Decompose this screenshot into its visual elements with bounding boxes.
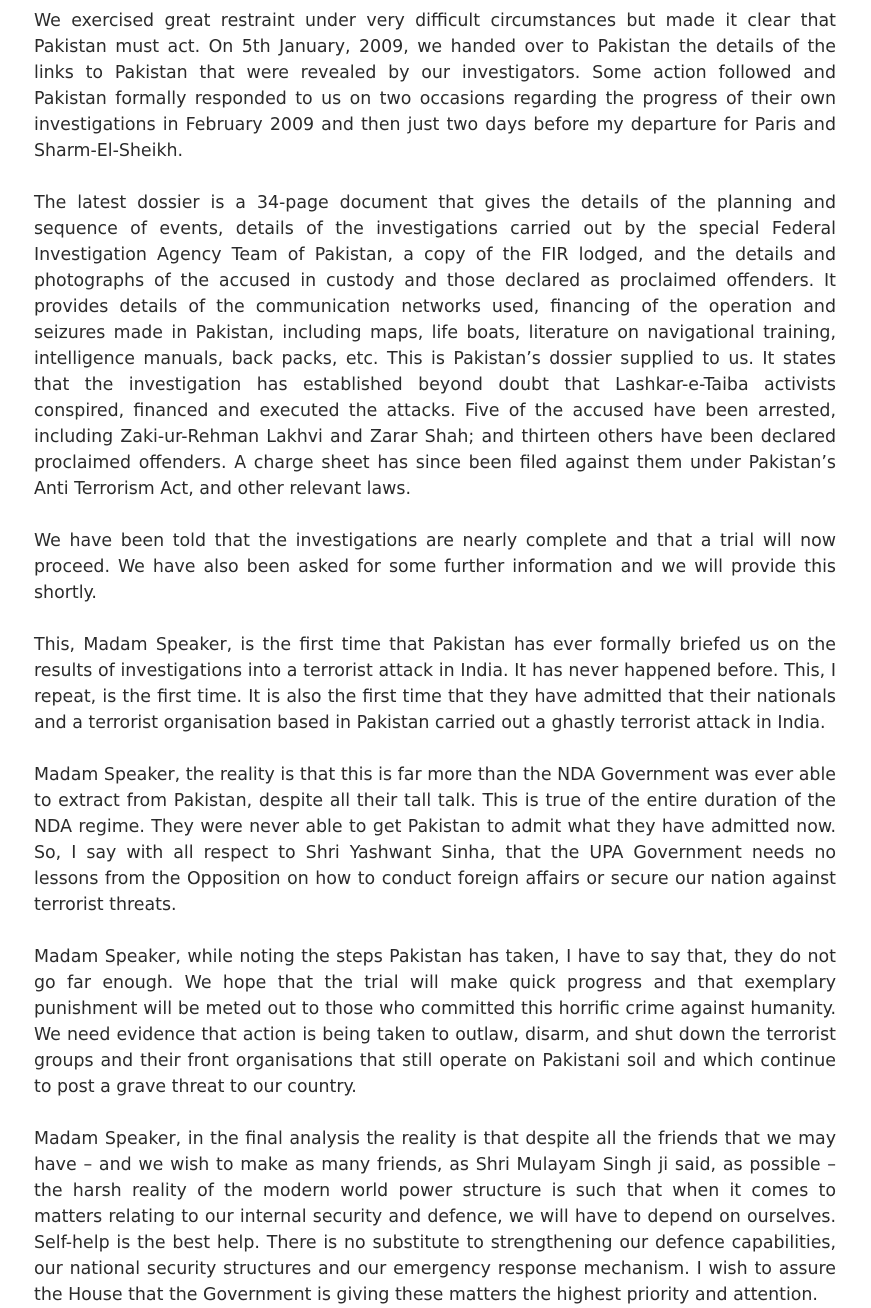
- paragraph-investigations: We have been told that the investigations are nearly complete and that a trial will now proceed. We have also been asked for some further information and we will provide this shortly.: [34, 531, 836, 603]
- paragraph-restraint: We exercised great restraint under very difficult circumstances but made it clear that Pakistan must act. On 5th January, 2009, we handed over to Pakistan the details of the links to Pakistan that were revealed by our investigators. Some action followed and Pakistan formally responded to us on two occasions regarding the progress of their own investigations in February 2009 and then just two days before my departure for Paris and Sharm-El-Sheikh.: [34, 11, 836, 161]
- paragraph-final-analysis: Madam Speaker, in the final analysis the reality is that despite all the friends that we may have – and we wish to make as many friends, as Shri Mulayam Singh ji said, as possible – the harsh reality of the modern world power structure is such that when it comes to matters relating to our internal security and defence, we will have to depend on ourselves. Self-help is the best help. There is no substitute to strengthening our defence capabilities, our national security structures and our emergency response mechanism. I wish to assure the House that the Government is giving these matters the highest priority and attention.: [34, 1129, 836, 1305]
- paragraph-dossier: The latest dossier is a 34-page document that gives the details of the planning and sequence of events, details of the investigations carried out by the special Federal Investigation Agency Team of Pakistan, a copy of the FIR lodged, and the details and photographs of the accused in custody and those declared as proclaimed offenders. It provides details of the communication networks used, financing of the operation and seizures made in Pakistan, including maps, life boats, literature on navigational training, intelligence manuals, back packs, etc. This is Pakistan’s dossier supplied to us. It states that the investigation has established beyond doubt that Lashkar-e-Taiba activists conspired, financed and executed the attacks. Five of the accused have been arrested, including Zaki-ur-Rehman Lakhvi and Zarar Shah; and thirteen others have been declared proclaimed offenders. A charge sheet has since been filed against them under Pakistan’s Anti Terrorism Act, and other relevant laws.: [34, 193, 836, 499]
- paragraph-first-time: This, Madam Speaker, is the first time that Pakistan has ever formally briefed us on the results of investigations into a terrorist attack in India. It has never happened before. This, I repeat, is the first time. It is also the first time that they have admitted that their nationals and a terrorist organisation based in Pakistan carried out a ghastly terrorist attack in India.: [34, 635, 836, 733]
- paragraph-further-steps: Madam Speaker, while noting the steps Pakistan has taken, I have to say that, they do not go far enough. We hope that the trial will make quick progress and that exemplary punishment will be meted out to those who committed this horrific crime against humanity. We need evidence that action is being taken to outlaw, disarm, and shut down the terrorist groups and their front organisations that still operate on Pakistani soil and which continue to post a grave threat to our country.: [34, 947, 836, 1097]
- paragraph-nda-comparison: Madam Speaker, the reality is that this is far more than the NDA Government was ever able to extract from Pakistan, despite all their tall talk. This is true of the entire duration of the NDA regime. They were never able to get Pakistan to admit what they have admitted now. So, I say with all respect to Shri Yashwant Sinha, that the UPA Government needs no lessons from the Opposition on how to conduct foreign affairs or secure our nation against terrorist threats.: [34, 765, 836, 915]
